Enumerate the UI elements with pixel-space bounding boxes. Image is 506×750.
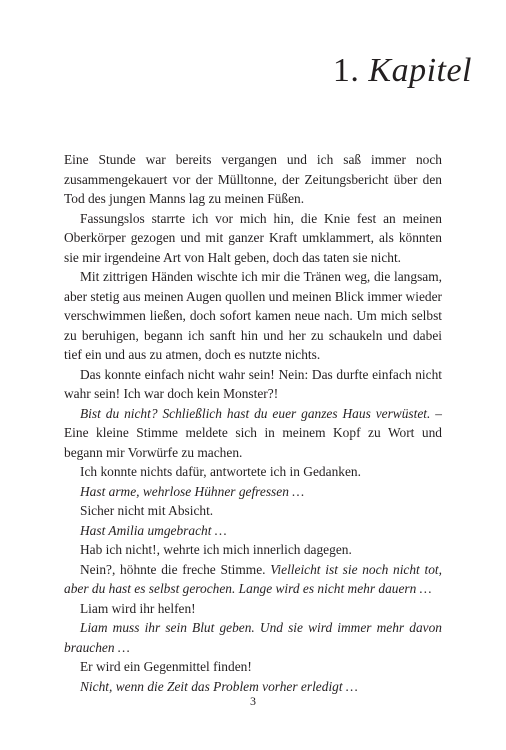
page-number: 3 [250, 694, 256, 708]
paragraph: Hab ich nicht!, wehrte ich mich innerlich dagegen. [80, 542, 352, 557]
paragraph: Eine Stunde war bereits vergangen und ich saß immer noch zusammengekauert vor der Mülltonne, der Zeitungsbericht über den Tod des jungen Manns lag zu meinen Füßen. [64, 152, 442, 206]
paragraph: Mit zittrigen Händen wischte ich mir die Tränen weg, die langsam, aber stetig aus meinen Augen quollen und meinen Blick immer wieder verschwimmen ließen, doch sofort kamen neue nach. Um mich selbst zu beruhigen, begann ich sanft hin und her zu schaukeln und dabei tief ein und aus zu atmen, doch es nutzte nichts. [64, 269, 442, 362]
paragraph: Das konnte einfach nicht wahr sein! Nein: Das durfte einfach nicht wahr sein! Ich war doch kein Monster?! [64, 366, 442, 401]
chapter-title: Kapitel [368, 52, 472, 89]
inner-voice-paragraph: Liam muss ihr sein Blut geben. Und sie wird immer mehr davon brauchen … [64, 620, 442, 655]
paragraph [64, 560, 442, 599]
inner-voice-text: Vielleicht ist sie noch nicht tot, aber du hast es selbst gerochen. Lange wird es nicht mehr dauern … [64, 561, 442, 596]
narration-text: Nein?, höhnte die freche Stimme. [80, 561, 271, 577]
chapter-number: 1. [332, 52, 360, 89]
paragraph: Liam wird ihr helfen! [80, 600, 196, 616]
paragraph: Er wird ein Gegenmittel finden! [80, 659, 252, 674]
inner-voice-paragraph: Hast Amilia umgebracht … [80, 522, 227, 538]
paragraph: Ich konnte nichts dafür, antwortete ich in Gedanken. [80, 464, 361, 479]
narration-text: – Eine kleine Stimme meldete sich in meinem Kopf zu Wort und begann mir Vorwürfe zu machen. [64, 405, 442, 460]
inner-voice-paragraph: Nicht, wenn die Zeit das Problem vorher erledigt … [80, 678, 358, 694]
chapter-heading [333, 52, 472, 90]
paragraph: Fassungslos starrte ich vor mich hin, die Knie fest an meinen Oberkörper gezogen und mit ganzer Kraft umklammert, als könnten sie mir irgendeine Art von Halt geben, doch das taten sie nicht. [64, 210, 442, 265]
inner-voice-paragraph: Hast arme, wehrlose Hühner gefressen … [80, 483, 305, 499]
inner-voice-text: Bist du nicht? Schließlich hast du euer ganzes Haus verwüstet. [80, 405, 431, 421]
chapter-body [64, 150, 442, 696]
paragraph: Sicher nicht mit Absicht. [80, 503, 214, 518]
paragraph [64, 404, 442, 463]
